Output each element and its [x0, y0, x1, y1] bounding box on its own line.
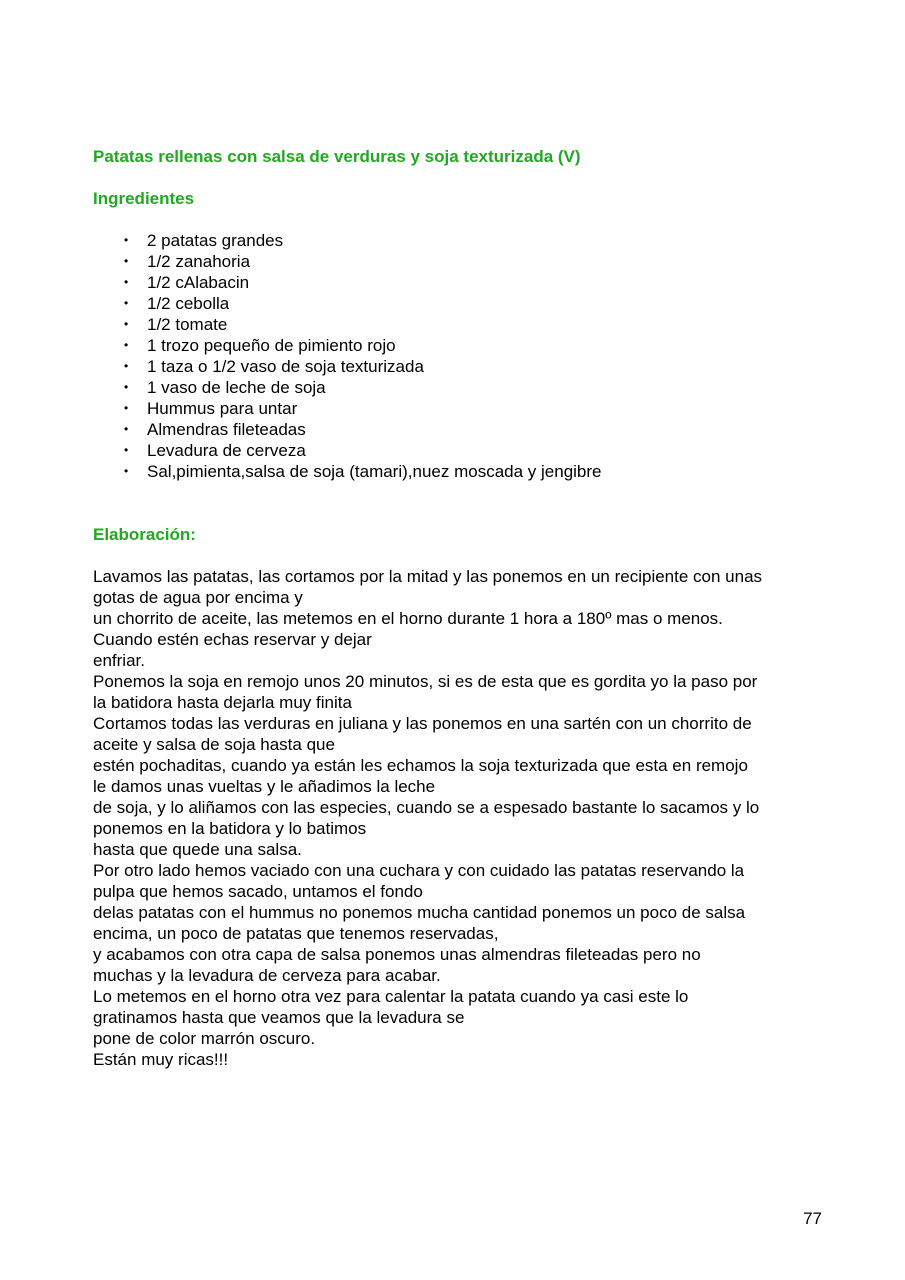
- bullet-icon: •: [124, 443, 129, 457]
- elaboration-line: Ponemos la soja en remojo unos 20 minutos, si es de esta que es gordita yo la paso por: [93, 672, 758, 691]
- elaboration-line: pulpa que hemos sacado, untamos el fondo: [93, 882, 423, 901]
- ingredient-text: 1/2 cAlabacin: [147, 273, 250, 292]
- ingredient-text: 1 taza o 1/2 vaso de soja texturizada: [147, 357, 424, 376]
- elaboration-line: Lo metemos en el horno otra vez para calentar la patata cuando ya casi este lo: [93, 987, 689, 1006]
- ingredient-item: [93, 377, 833, 398]
- bullet-icon: •: [124, 254, 129, 268]
- ingredient-text: 2 patatas grandes: [147, 231, 284, 250]
- bullet-icon: •: [124, 464, 129, 478]
- elaboration-line: Lavamos las patatas, las cortamos por la mitad y las ponemos en un recipiente con unas: [93, 567, 763, 586]
- elaboration-line: Por otro lado hemos vaciado con una cuchara y con cuidado las patatas reservando la: [93, 861, 745, 880]
- recipe-page: [93, 146, 833, 1070]
- elaboration-line: gratinamos hasta que veamos que la levadura se: [93, 1008, 465, 1027]
- elaboration-line: estén pochaditas, cuando ya están les echamos la soja texturizada que esta en remojo: [93, 756, 748, 775]
- ingredient-text: 1/2 cebolla: [147, 294, 230, 313]
- elaboration-line: pone de color marrón oscuro.: [93, 1029, 316, 1048]
- bullet-icon: •: [124, 338, 129, 352]
- bullet-icon: •: [124, 296, 129, 310]
- elaboration-line: un chorrito de aceite, las metemos en el horno durante 1 hora a 180º mas o menos.: [93, 609, 723, 628]
- ingredient-text: 1 trozo pequeño de pimiento rojo: [147, 336, 396, 355]
- bullet-icon: •: [124, 317, 129, 331]
- elaboration-line: enfriar.: [93, 651, 145, 670]
- elaboration-line: delas patatas con el hummus no ponemos mucha cantidad ponemos un poco de salsa: [93, 903, 746, 922]
- ingredient-item: [93, 335, 833, 356]
- ingredient-item: [93, 461, 833, 482]
- page-number: 77: [803, 1209, 822, 1228]
- ingredient-item: [93, 314, 833, 335]
- elaboration-line: ponemos en la batidora y lo batimos: [93, 819, 367, 838]
- ingredient-item: [93, 293, 833, 314]
- elaboration-line: aceite y salsa de soja hasta que: [93, 735, 335, 754]
- elaboration-line: Están muy ricas!!!: [93, 1050, 229, 1069]
- elaboration-line: le damos unas vueltas y le añadimos la leche: [93, 777, 436, 796]
- ingredient-text: Levadura de cerveza: [147, 441, 306, 460]
- elaboration-line: Cuando estén echas reservar y dejar: [93, 630, 372, 649]
- bullet-icon: •: [124, 422, 129, 436]
- ingredient-text: Hummus para untar: [147, 399, 298, 418]
- bullet-icon: •: [124, 401, 129, 415]
- ingredient-text: 1/2 tomate: [147, 315, 228, 334]
- bullet-icon: •: [124, 233, 129, 247]
- ingredients-heading: Ingredientes: [93, 189, 195, 208]
- bullet-icon: •: [124, 380, 129, 394]
- ingredient-text: 1/2 zanahoria: [147, 252, 251, 271]
- ingredients-list: [93, 230, 833, 482]
- ingredient-item: [93, 356, 833, 377]
- elaboration-line: y acabamos con otra capa de salsa ponemos unas almendras fileteadas pero no: [93, 945, 701, 964]
- elaboration-line: muchas y la levadura de cerveza para acabar.: [93, 966, 441, 985]
- elaboration-line: hasta que quede una salsa.: [93, 840, 302, 859]
- recipe-title: Patatas rellenas con salsa de verduras y soja texturizada (V): [93, 147, 581, 166]
- ingredient-item: [93, 398, 833, 419]
- elaboration-line: gotas de agua por encima y: [93, 588, 303, 607]
- ingredient-text: Almendras fileteadas: [147, 420, 306, 439]
- ingredient-item: [93, 230, 833, 251]
- ingredient-item: [93, 251, 833, 272]
- elaboration-line: de soja, y lo aliñamos con las especies, cuando se a espesado bastante lo sacamos y lo: [93, 798, 760, 817]
- elaboration-heading: Elaboración:: [93, 525, 196, 544]
- bullet-icon: •: [124, 359, 129, 373]
- elaboration-line: la batidora hasta dejarla muy finita: [93, 693, 352, 712]
- ingredient-item: [93, 272, 833, 293]
- elaboration-line: Cortamos todas las verduras en juliana y las ponemos en una sartén con un chorrito de: [93, 714, 752, 733]
- ingredient-text: Sal,pimienta,salsa de soja (tamari),nuez moscada y jengibre: [147, 462, 602, 481]
- ingredient-text: 1 vaso de leche de soja: [147, 378, 326, 397]
- elaboration-line: encima, un poco de patatas que tenemos reservadas,: [93, 924, 499, 943]
- ingredient-item: [93, 440, 833, 461]
- ingredient-item: [93, 419, 833, 440]
- bullet-icon: •: [124, 275, 129, 289]
- elaboration-text: [93, 566, 833, 1070]
